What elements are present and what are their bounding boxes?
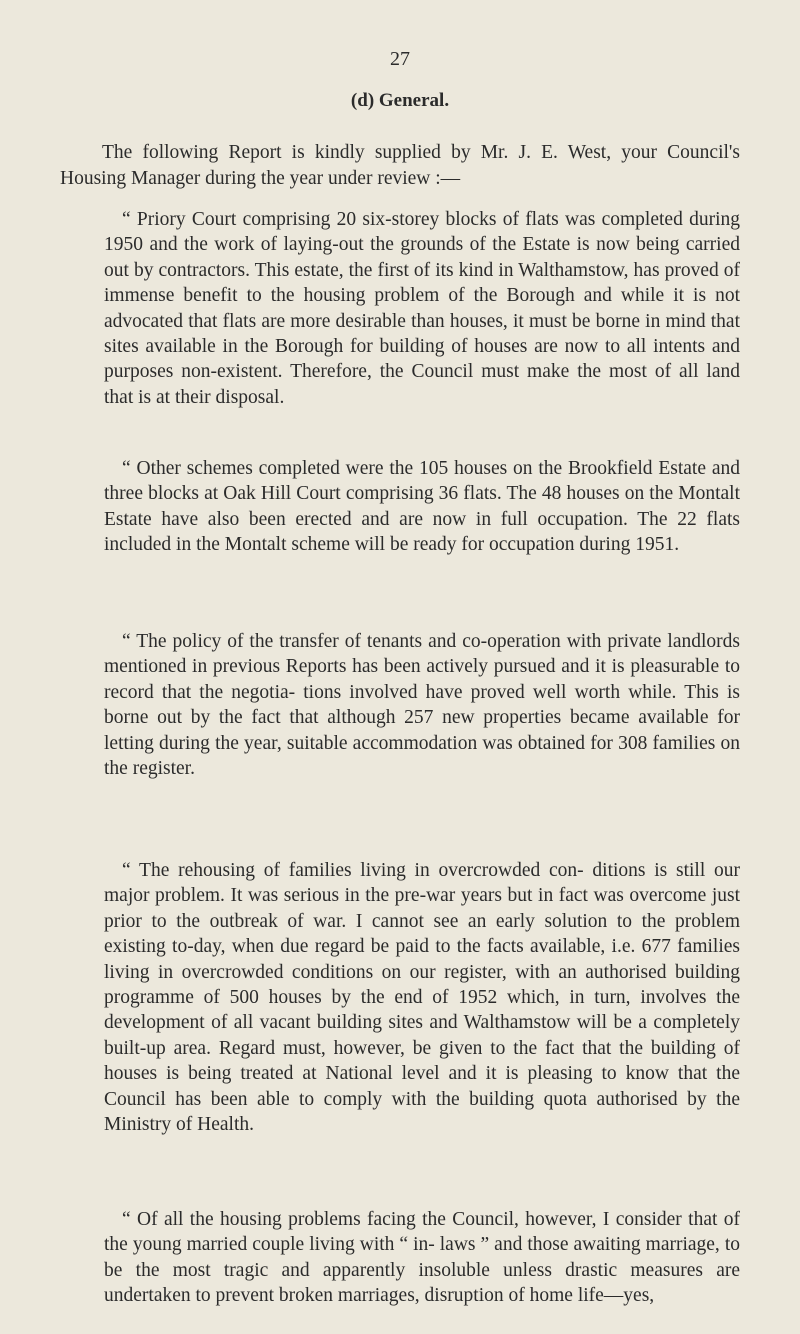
quoted-paragraph-married-couples: “ Of all the housing problems facing the Council, however, I consider that of the young married couple living with “ in- laws ” and those awaiting marriage, to be the most tragic and apparently insoluble unless drastic measures are undertaken to prevent broken marriages, disruption of home life—yes, — [104, 1209, 740, 1307]
quoted-paragraph-other-schemes: “ Other schemes completed were the 105 houses on the Brookfield Estate and three blocks at Oak Hill Court comprising 36 flats. The 48 houses on the Montalt Estate have also been erected and are now in full occupation. The 22 flats included in the Montalt scheme will be ready for occupation during 1951. — [104, 458, 740, 556]
quoted-paragraph-priory-court: “ Priory Court comprising 20 six-storey blocks of flats was completed during 1950 and the work of laying-out the grounds of the Estate is now being carried out by contractors. This estate, the first of its kind in Walthamstow, has proved of immense benefit to the housing problem of the Borough and while it is not advocated that flats are more desirable than houses, it must be borne in mind that sites available in the Borough for building of houses are now to all intents and purposes non-existent. Therefore, the Council must make the most of all land that is at their disposal. — [104, 209, 740, 408]
quoted-paragraph-transfer-policy: “ The policy of the transfer of tenants and co-operation with private landlords mentioned in previous Reports has been actively pursued and it is pleasurable to record that the negotia- tions involved have proved well worth while. This is borne out by the fact that although 257 new properties became available for letting during the year, suitable accommodation was obtained for 308 families on the register. — [104, 631, 740, 780]
quoted-paragraph-overcrowding: “ The rehousing of families living in overcrowded con- ditions is still our major problem. It was serious in the pre-war years but in fact was overcome just prior to the outbreak of war. I cannot see an early solution to the problem existing to-day, when due regard be paid to the facts available, i.e. 677 families living in overcrowded conditions on our register, with an authorised building programme of 500 houses by the end of 1952 which, in turn, involves the development of all vacant building sites and Walthamstow will be a completely built-up area. Regard must, however, be given to the fact that the building of houses is being treated at National level and it is pleasing to know that the Council has been able to comply with the building quota authorised by the Ministry of Health. — [104, 860, 740, 1136]
intro-paragraph: The following Report is kindly supplied by Mr. J. E. West, your Council's Housing Manager during the year under review :— — [60, 142, 740, 189]
section-heading: (d) General. — [350, 90, 450, 111]
page-number: 27 — [390, 48, 410, 70]
